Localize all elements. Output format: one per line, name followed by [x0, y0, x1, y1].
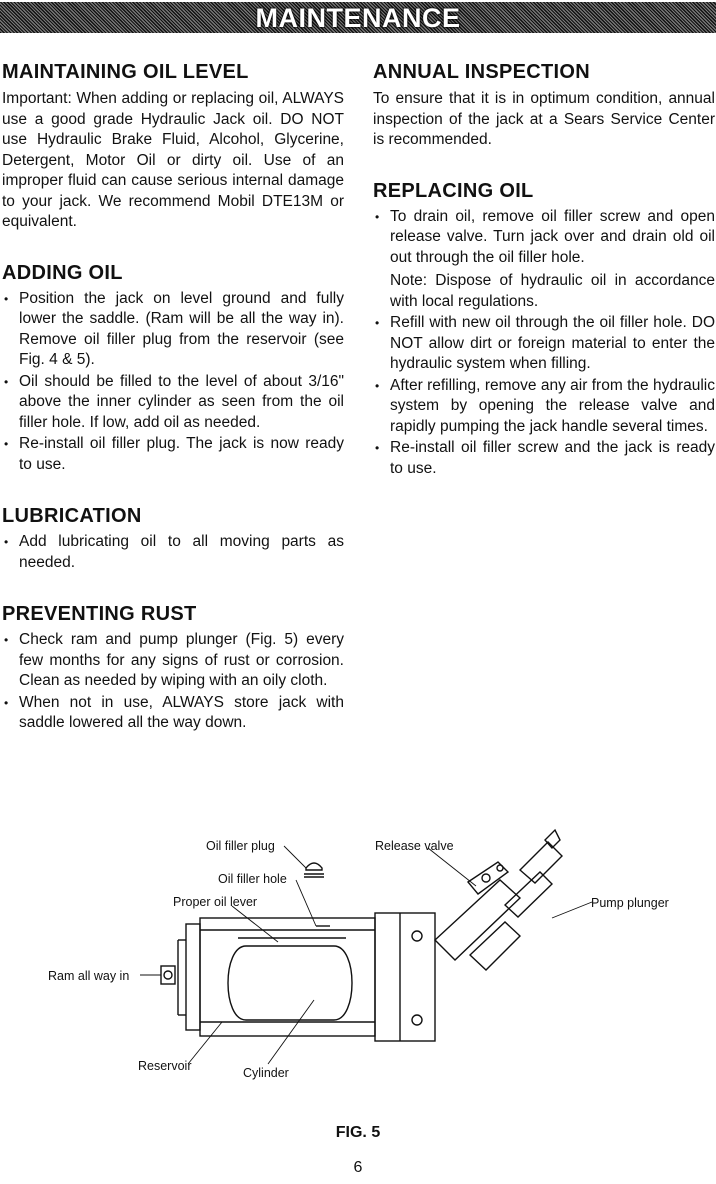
jack-diagram-svg	[0, 810, 716, 1100]
list-item: • Add lubricating oil to all moving parts as needed.	[2, 532, 344, 573]
ram-end-cap	[186, 924, 200, 1030]
heading-maintaining-oil-level: MAINTAINING OIL LEVEL	[2, 61, 249, 83]
heading-adding-oil: ADDING OIL	[2, 261, 123, 284]
label-ram-all-way-in: Ram all way in	[48, 969, 130, 983]
list-item: • Re-install oil filler plug. The jack is now ready to use.	[2, 434, 344, 475]
label-pump-plunger: Pump plunger	[591, 896, 669, 910]
right-column	[373, 60, 715, 480]
jack-body	[161, 830, 562, 1041]
inner-cylinder	[228, 946, 352, 1020]
pump-housing	[375, 913, 435, 1041]
section-spacer	[2, 476, 344, 504]
ram-tip	[161, 966, 175, 984]
section-spacer	[2, 233, 344, 261]
section-title: MAINTENANCE	[255, 3, 461, 33]
list-item: • Oil should be filled to the level of about 3/16" above the inner cylinder as seen from the oil filler hole. If low, add oil as needed.	[2, 372, 344, 434]
annual-inspection-text: To ensure that it is in optimum condition, annual inspection of the jack at a Sears Service Center is recommended.	[373, 90, 715, 148]
label-oil-filler-plug: Oil filler plug	[206, 839, 275, 853]
maintaining-oil-level-text: Important: When adding or replacing oil, ALWAYS use a good grade Hydraulic Jack oil. DO NOT use Hydraulic Brake Fluid, Alcohol, Glycerine, Detergent, Motor Oil or dirty oil. Use of an improper fluid can cause serious internal damage to your jack. We recommend Mobil DTE13M or equivalent.	[2, 90, 344, 230]
heading-lubrication: LUBRICATION	[2, 505, 142, 527]
list-item: • Check ram and pump plunger (Fig. 5) every few months for any signs of rust or corrosion. Clean as needed by wiping with an oily cloth.	[2, 630, 344, 692]
label-release-valve: Release valve	[375, 839, 454, 853]
label-cylinder: Cylinder	[243, 1066, 289, 1080]
jack-diagram	[0, 810, 716, 1100]
preventing-rust-list	[2, 630, 344, 734]
list-item: • Position the jack on level ground and fully lower the saddle. (Ram will be all the way in). Remove oil filler plug from the reservoir (see Fig. 4 & 5).	[2, 289, 344, 371]
list-item: • After refilling, remove any air from the hydraulic system by opening the release valve and rapidly pumping the jack handle several times.	[373, 376, 715, 438]
label-oil-filler-hole: Oil filler hole	[218, 872, 287, 886]
left-column	[2, 60, 344, 735]
list-item: • When not in use, ALWAYS store jack with saddle lowered all the way down.	[2, 693, 344, 734]
section-spacer	[373, 151, 715, 179]
adding-oil-list	[2, 289, 344, 476]
figure-caption: FIG. 5	[335, 1124, 381, 1141]
page-number: 6	[353, 1159, 363, 1176]
label-proper-oil-lever: Proper oil lever	[173, 895, 258, 909]
section-banner	[0, 2, 716, 33]
list-item: • Re-install oil filler screw and the jack is ready to use.	[373, 438, 715, 479]
list-item-text: To drain oil, remove oil filler screw and open release valve. Turn jack over and drain old oil out through the oil filler hole.	[390, 207, 715, 266]
list-item: • Refill with new oil through the oil filler hole. DO NOT allow dirt or foreign material to enter the hydraulic system when filling.	[373, 313, 715, 375]
reservoir-body	[200, 918, 375, 1036]
oil-filler-plug	[306, 863, 322, 870]
heading-preventing-rust: PREVENTING RUST	[2, 603, 197, 625]
list-item	[373, 207, 715, 313]
section-spacer	[2, 574, 344, 602]
label-reservoir: Reservoir	[138, 1059, 192, 1073]
pump-plunger	[505, 872, 552, 917]
disposal-note: Note: Dispose of hydraulic oil in accordance with local regulations.	[390, 272, 715, 310]
heading-annual-inspection: ANNUAL INSPECTION	[373, 61, 590, 83]
heading-replacing-oil: REPLACING OIL	[373, 179, 534, 202]
replacing-oil-list	[373, 207, 715, 480]
leader-lines	[140, 846, 592, 1064]
lubrication-list	[2, 532, 344, 573]
